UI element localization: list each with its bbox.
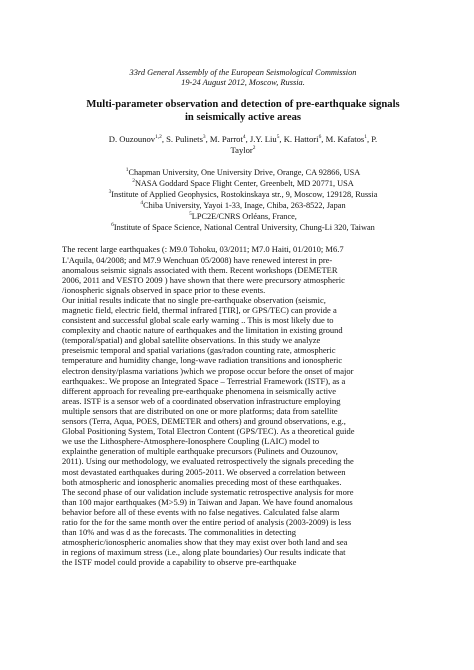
affiliation-text: Institute of Applied Geophysics, Rostokinskaya str., 9, Moscow, 129128, Russia [111, 189, 378, 199]
author-affil-sup: 4 [242, 134, 246, 141]
body-line: most devastated earthquakes during 2005-2011. We observed a correlation between [62, 466, 346, 477]
affiliation-text: NASA Goddard Space Flight Center, Greenbelt, MD 20771, USA [134, 178, 354, 188]
body-line: behavior before all of these events with no false negatives. Calculated false alarm [62, 506, 340, 517]
affiliation-number: 2 [132, 178, 135, 185]
body-line: different approach for revealing pre-earthquake phenomena in seismically active [62, 385, 337, 396]
author-name: M. Kafatos [325, 134, 365, 144]
conference-line: 33rd General Assembly of the European Seismological Commission [129, 68, 357, 77]
affiliation [62, 190, 424, 201]
author-line: D. Ouzounov$^{1,2}$, S. Pulinets$^3$, M. Parrot$^4$, J.Y. Liu$^5$, K. Hattori$^6$, M. Kafatos$^1$, P. [108, 134, 378, 144]
body-line: electron density/plasma variations )which we propose occur before the onset of major [62, 365, 354, 376]
body-line: in regions of maximum stress (i.e., along plate boundaries) Our results indicate that [62, 547, 346, 558]
author-name: S. Pulinets [166, 134, 203, 144]
body-line: magnetic field, electric field, thermal infrared [TIR], or GPS/TEC) can provide a [62, 305, 337, 315]
affiliation-text: Institute of Space Science, National Central University, Chung-Li 320, Taiwan [113, 222, 375, 232]
author-name-part: Taylor [230, 145, 253, 155]
author-name: M. Parrot [209, 134, 243, 144]
author-line [62, 145, 424, 156]
author-affil-sup: 3 [202, 134, 206, 141]
affiliation-list [62, 168, 424, 233]
body-line: 2011). Using our methodology, we evaluated retrospectively the signals preceding the [62, 456, 354, 467]
author-name: D. Ouzounov [108, 134, 156, 144]
title-line: in seismically active areas [184, 111, 302, 123]
body-line: ratio for the for the same month over the entire period of analysis (2003-2009) is less [62, 516, 352, 527]
body-line: temperature and humidity change, long-wave radiation transitions and ionospheric [62, 355, 343, 366]
affiliation-number: 4 [140, 199, 144, 206]
body-line: /ionospheric signals observed in space prior to these events. [62, 284, 266, 295]
body-line: both atmospheric and ionospheric anomalies preceding most of these earthquakes. [62, 476, 342, 487]
body-line: explainthe generation of multiple earthquake precursors (Pulinets and Ouzounov, [62, 446, 338, 457]
author-name: K. Hattori [283, 134, 319, 144]
title-line: Multi-parameter observation and detection of pre-earthquake signals [86, 99, 400, 111]
affiliation-text: Chiba University, Yayoi 1-33, Inage, Chiba, 263-8522, Japan [143, 200, 346, 210]
body-line: anomalous seismic signals associated with them. Recent workshops (DEMETER [62, 264, 338, 275]
affiliation [62, 223, 424, 234]
paper-title [62, 99, 424, 124]
author-list [62, 134, 424, 156]
author-name-part: P. [371, 134, 378, 144]
body-line: The recent large earthquakes (: M9.0 Tohoku, 03/2011; M7.0 Haiti, 01/2010; M6.7 [62, 244, 344, 255]
affiliation-number: 5 [189, 210, 192, 217]
body-line: 2006, 2011 and VESTO 2009 ) have shown that there were precursory atmospheric [62, 274, 345, 285]
affiliation-text: Chapman University, One University Drive, Orange, CA 92866, USA [128, 168, 361, 177]
body-line: than 100 major earthquakes (M>5.9) in Taiwan and Japan. We have found anomalous [62, 496, 353, 507]
author-affil-sup: 6 [318, 134, 322, 141]
body-line: L'Aquila, 04/2008; and M7.9 Wenchuan 05/2008) have renewed interest in pre- [62, 254, 333, 265]
affiliation [62, 201, 424, 212]
body-line: multiple sensors that are distributed on one or more platforms; data from satellite [62, 405, 338, 416]
affiliation [62, 212, 424, 223]
body-line: the ISTF model could provide a capability to observe pre-earthquake [62, 557, 297, 568]
body-line: preseismic temporal and spatial variations (gas/radon counting rate, atmospheric [62, 345, 336, 356]
author-affil-sup: 1 [364, 134, 367, 141]
body-line: atmospheric/ionospheric anomalies show that they may exist over both land and sea [62, 537, 348, 548]
body-line: Global Positioning System, Total Electron Content (GPS/TEC). As a theoretical guide [62, 426, 355, 437]
author-affil-sup: 2 [252, 145, 256, 152]
body-line: we use the Lithosphere-Atmosphere-Ionosphere Coupling (LAIC) model to [62, 436, 320, 447]
affiliation-number: 3 [108, 189, 112, 196]
body-line: consistent and successful global scale early warning .. This is most likely due to [62, 315, 334, 326]
affiliation-text: LPC2E/CNRS Orléans, France, [191, 211, 297, 221]
body-line: than 10% and was d as the forecasts. The commonalities in detecting [62, 527, 296, 538]
body-line: Our initial results indicate that no single pre-earthquake observation (seismic, [62, 294, 326, 305]
author-affil-sup: 5 [276, 134, 280, 141]
affiliation-number: 6 [111, 221, 114, 228]
body-line: earthquakes:. We propose an Integrated Space – Terrestrial Framework (ISTF), as a [62, 375, 346, 386]
affiliation-number: 1 [125, 167, 129, 174]
author-affil-sup: 1,2 [155, 134, 162, 141]
conference-header [62, 68, 424, 88]
abstract-body [62, 244, 424, 567]
author-name: J.Y. Liu [249, 134, 277, 144]
body-line: areas. ISTF is a sensor web of a coordinated observation infrastructure employing [62, 395, 341, 406]
conference-dates-line: 19-24 August 2012, Moscow, Russia. [181, 78, 305, 88]
affiliation [62, 168, 424, 179]
body-line: (temporal/spatial) and global satellite observations. In this study we analyze [62, 335, 321, 346]
body-line: The second phase of our validation include systematic retrospective analysis for more [62, 486, 354, 497]
body-line: sensors (Terra, Aqua, POES, DEMETER and others) and ground observations, e.g., [62, 416, 346, 427]
body-line: complexity and chaotic nature of earthquakes and the limitation in existing ground [62, 325, 343, 336]
affiliation [62, 179, 424, 190]
